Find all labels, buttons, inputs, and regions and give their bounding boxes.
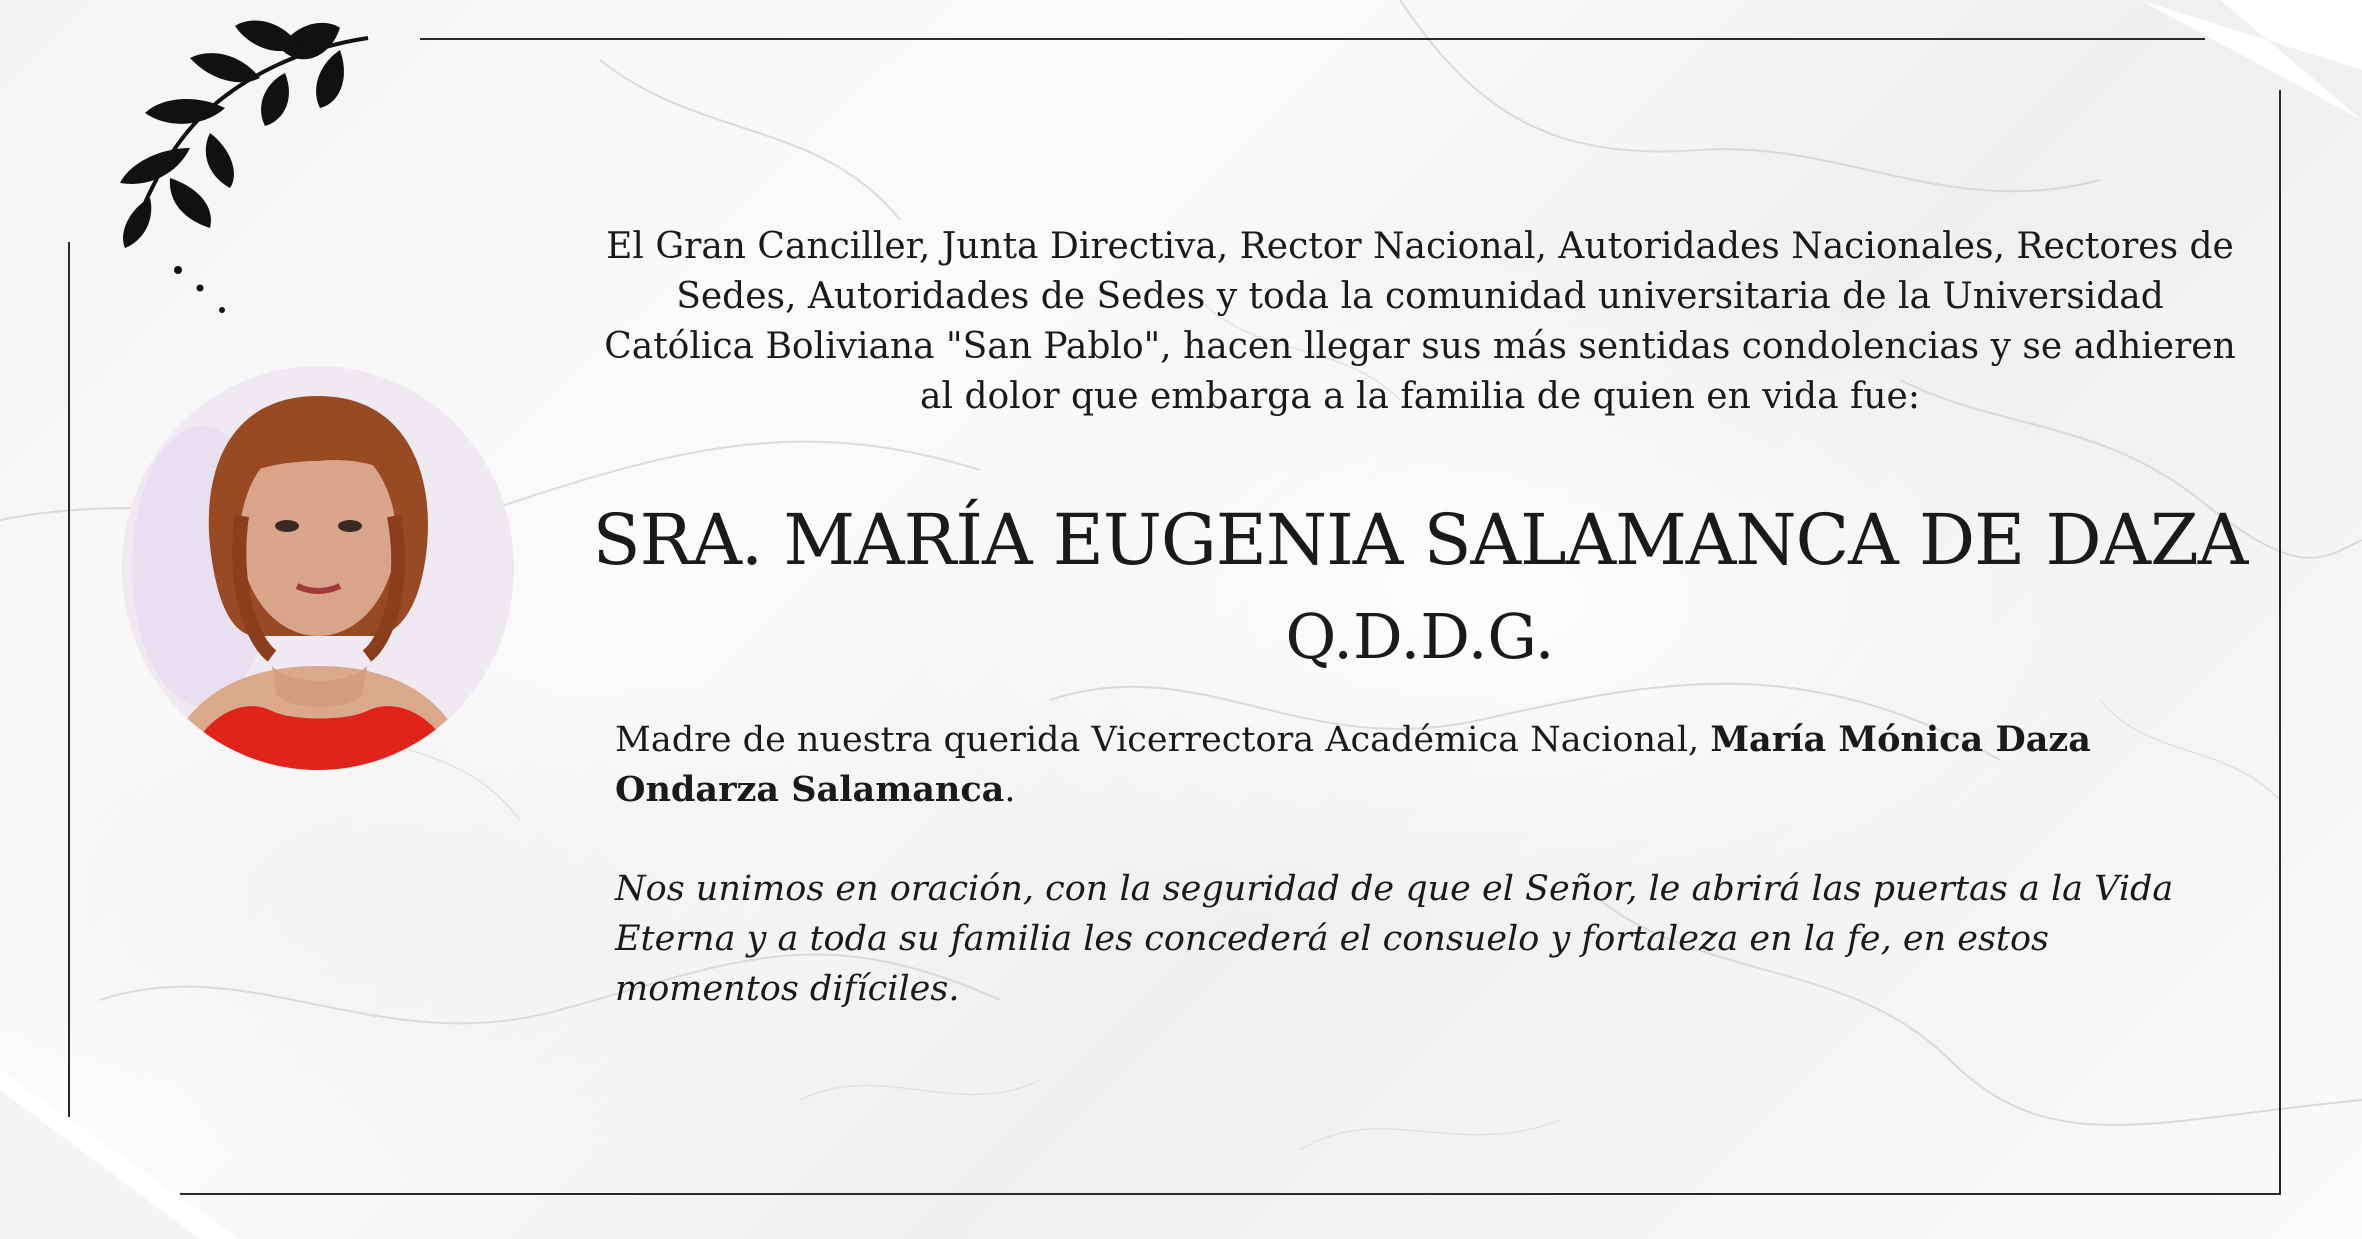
- relation-prefix: Madre de nuestra querida Vicerrectora Académica Nacional,: [615, 720, 1711, 760]
- frame-border-top: [420, 38, 2205, 40]
- relation-suffix: .: [1004, 770, 1016, 810]
- leaf-branch-icon: [50, 8, 380, 248]
- deceased-suffix: Q.D.D.G.: [1285, 600, 1555, 673]
- relative-name: María Mónica Daza Ondarza Salamanca: [615, 719, 2091, 810]
- relation-paragraph: [615, 715, 2225, 815]
- portrait-photo: [122, 366, 514, 770]
- portrait-image: [122, 366, 514, 770]
- dots-ornament: [170, 262, 240, 317]
- prayer-paragraph: Nos unimos en oración, con la seguridad de que el Señor, le abrirá las puertas a la Vida Eterna y a toda su familia les concederá el consuelo y fortaleza en la fe, en estos momentos difíciles.: [615, 869, 2174, 1009]
- intro-paragraph: El Gran Canciller, Junta Directiva, Rector Nacional, Autoridades Nacionales, Rectores de Sedes, Autoridades de Sedes y toda la comunidad universitaria de la Universidad Católica Boliviana "San Pablo", hacen llegar sus más sentidas condolencias y se adhieren al dolor que embarga a la familia de quien en vida fue:: [604, 226, 2236, 417]
- frame-border-right: [2279, 90, 2281, 1195]
- deceased-name: SRA. MARÍA EUGENIA SALAMANCA DE DAZA: [592, 499, 2248, 581]
- frame-border-bottom: [180, 1193, 2280, 1195]
- page-fold-bottom-left: [0, 1070, 240, 1239]
- page-fold-top-right: [2140, 0, 2362, 120]
- frame-border-left: [68, 242, 70, 1117]
